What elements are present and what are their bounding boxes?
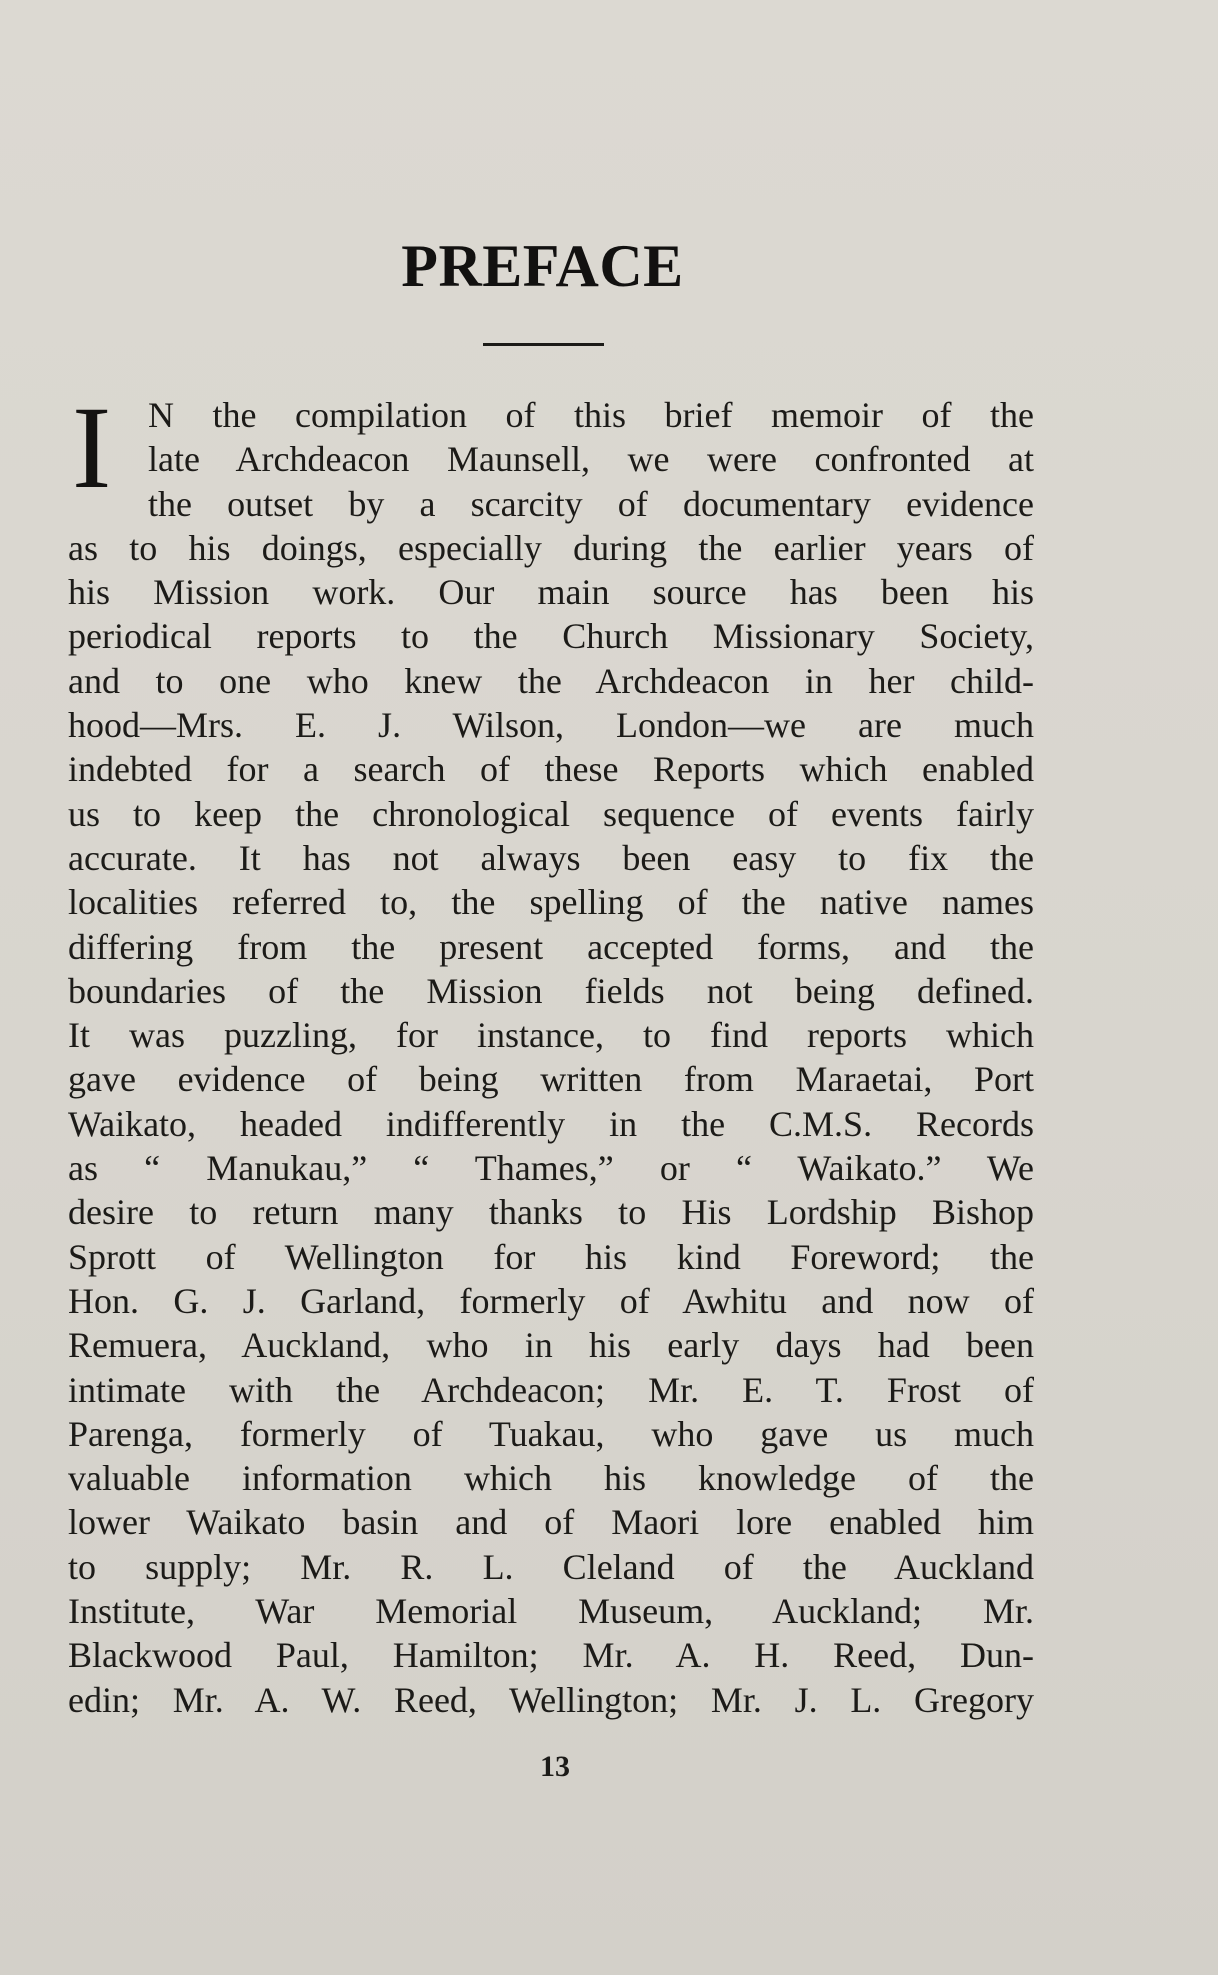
text-line: gave evidence of being written from Maraetai, Port	[68, 1059, 1034, 1100]
text-line: Blackwood Paul, Hamilton; Mr. A. H. Reed, Dun-	[68, 1635, 1034, 1676]
preface-body	[68, 382, 1034, 1722]
text-line: N the compilation of this brief memoir of the	[148, 395, 1034, 435]
text-line: differing from the present accepted forms, and the	[68, 926, 1034, 967]
drop-cap: I	[72, 382, 112, 513]
text-line: Institute, War Memorial Museum, Auckland; Mr.	[68, 1591, 1034, 1632]
page-title: PREFACE	[401, 233, 684, 299]
text-line: hood—Mrs. E. J. Wilson, London—we are much	[68, 705, 1034, 746]
text-line: valuable information which his knowledge of the	[68, 1458, 1034, 1499]
text-line: as to his doings, especially during the earlier years of	[68, 527, 1034, 568]
text-line: accurate. It has not always been easy to fix the	[68, 837, 1034, 878]
text-line: desire to return many thanks to His Lordship Bishop	[68, 1192, 1034, 1233]
title-divider	[483, 343, 604, 346]
text-line: periodical reports to the Church Missionary Society,	[68, 616, 1034, 657]
text-line: as “ Manukau,” “ Thames,” or “ Waikato.” We	[68, 1148, 1034, 1189]
text-line: Parenga, formerly of Tuakau, who gave us much	[68, 1413, 1034, 1454]
text-line: It was puzzling, for instance, to find reports which	[68, 1015, 1034, 1056]
text-line: late Archdeacon Maunsell, we were confronted at	[148, 439, 1034, 480]
text-line: indebted for a search of these Reports which enabled	[68, 749, 1034, 790]
page-number: 13	[540, 1750, 570, 1783]
text-line: Hon. G. J. Garland, formerly of Awhitu and now of	[68, 1280, 1034, 1321]
text-line: and to one who knew the Archdeacon in her child-	[68, 660, 1034, 701]
text-line: Waikato, headed indifferently in the C.M.S. Records	[68, 1103, 1034, 1144]
text-line: edin; Mr. A. W. Reed, Wellington; Mr. J. L. Gregory	[68, 1679, 1034, 1720]
text-line: Remuera, Auckland, who in his early days had been	[68, 1325, 1034, 1366]
text-line: lower Waikato basin and of Maori lore enabled him	[68, 1502, 1034, 1543]
text-line: Sprott of Wellington for his kind Foreword; the	[68, 1236, 1034, 1277]
text-line: us to keep the chronological sequence of events fairly	[68, 793, 1034, 834]
text-line: intimate with the Archdeacon; Mr. E. T. Frost of	[68, 1369, 1034, 1410]
text-line: to supply; Mr. R. L. Cleland of the Auckland	[68, 1546, 1034, 1587]
text-line: the outset by a scarcity of documentary evidence	[148, 483, 1034, 524]
text-line: localities referred to, the spelling of the native names	[68, 882, 1034, 923]
text-line: his Mission work. Our main source has been his	[68, 572, 1034, 613]
text-line: boundaries of the Mission fields not being defined.	[68, 970, 1034, 1011]
